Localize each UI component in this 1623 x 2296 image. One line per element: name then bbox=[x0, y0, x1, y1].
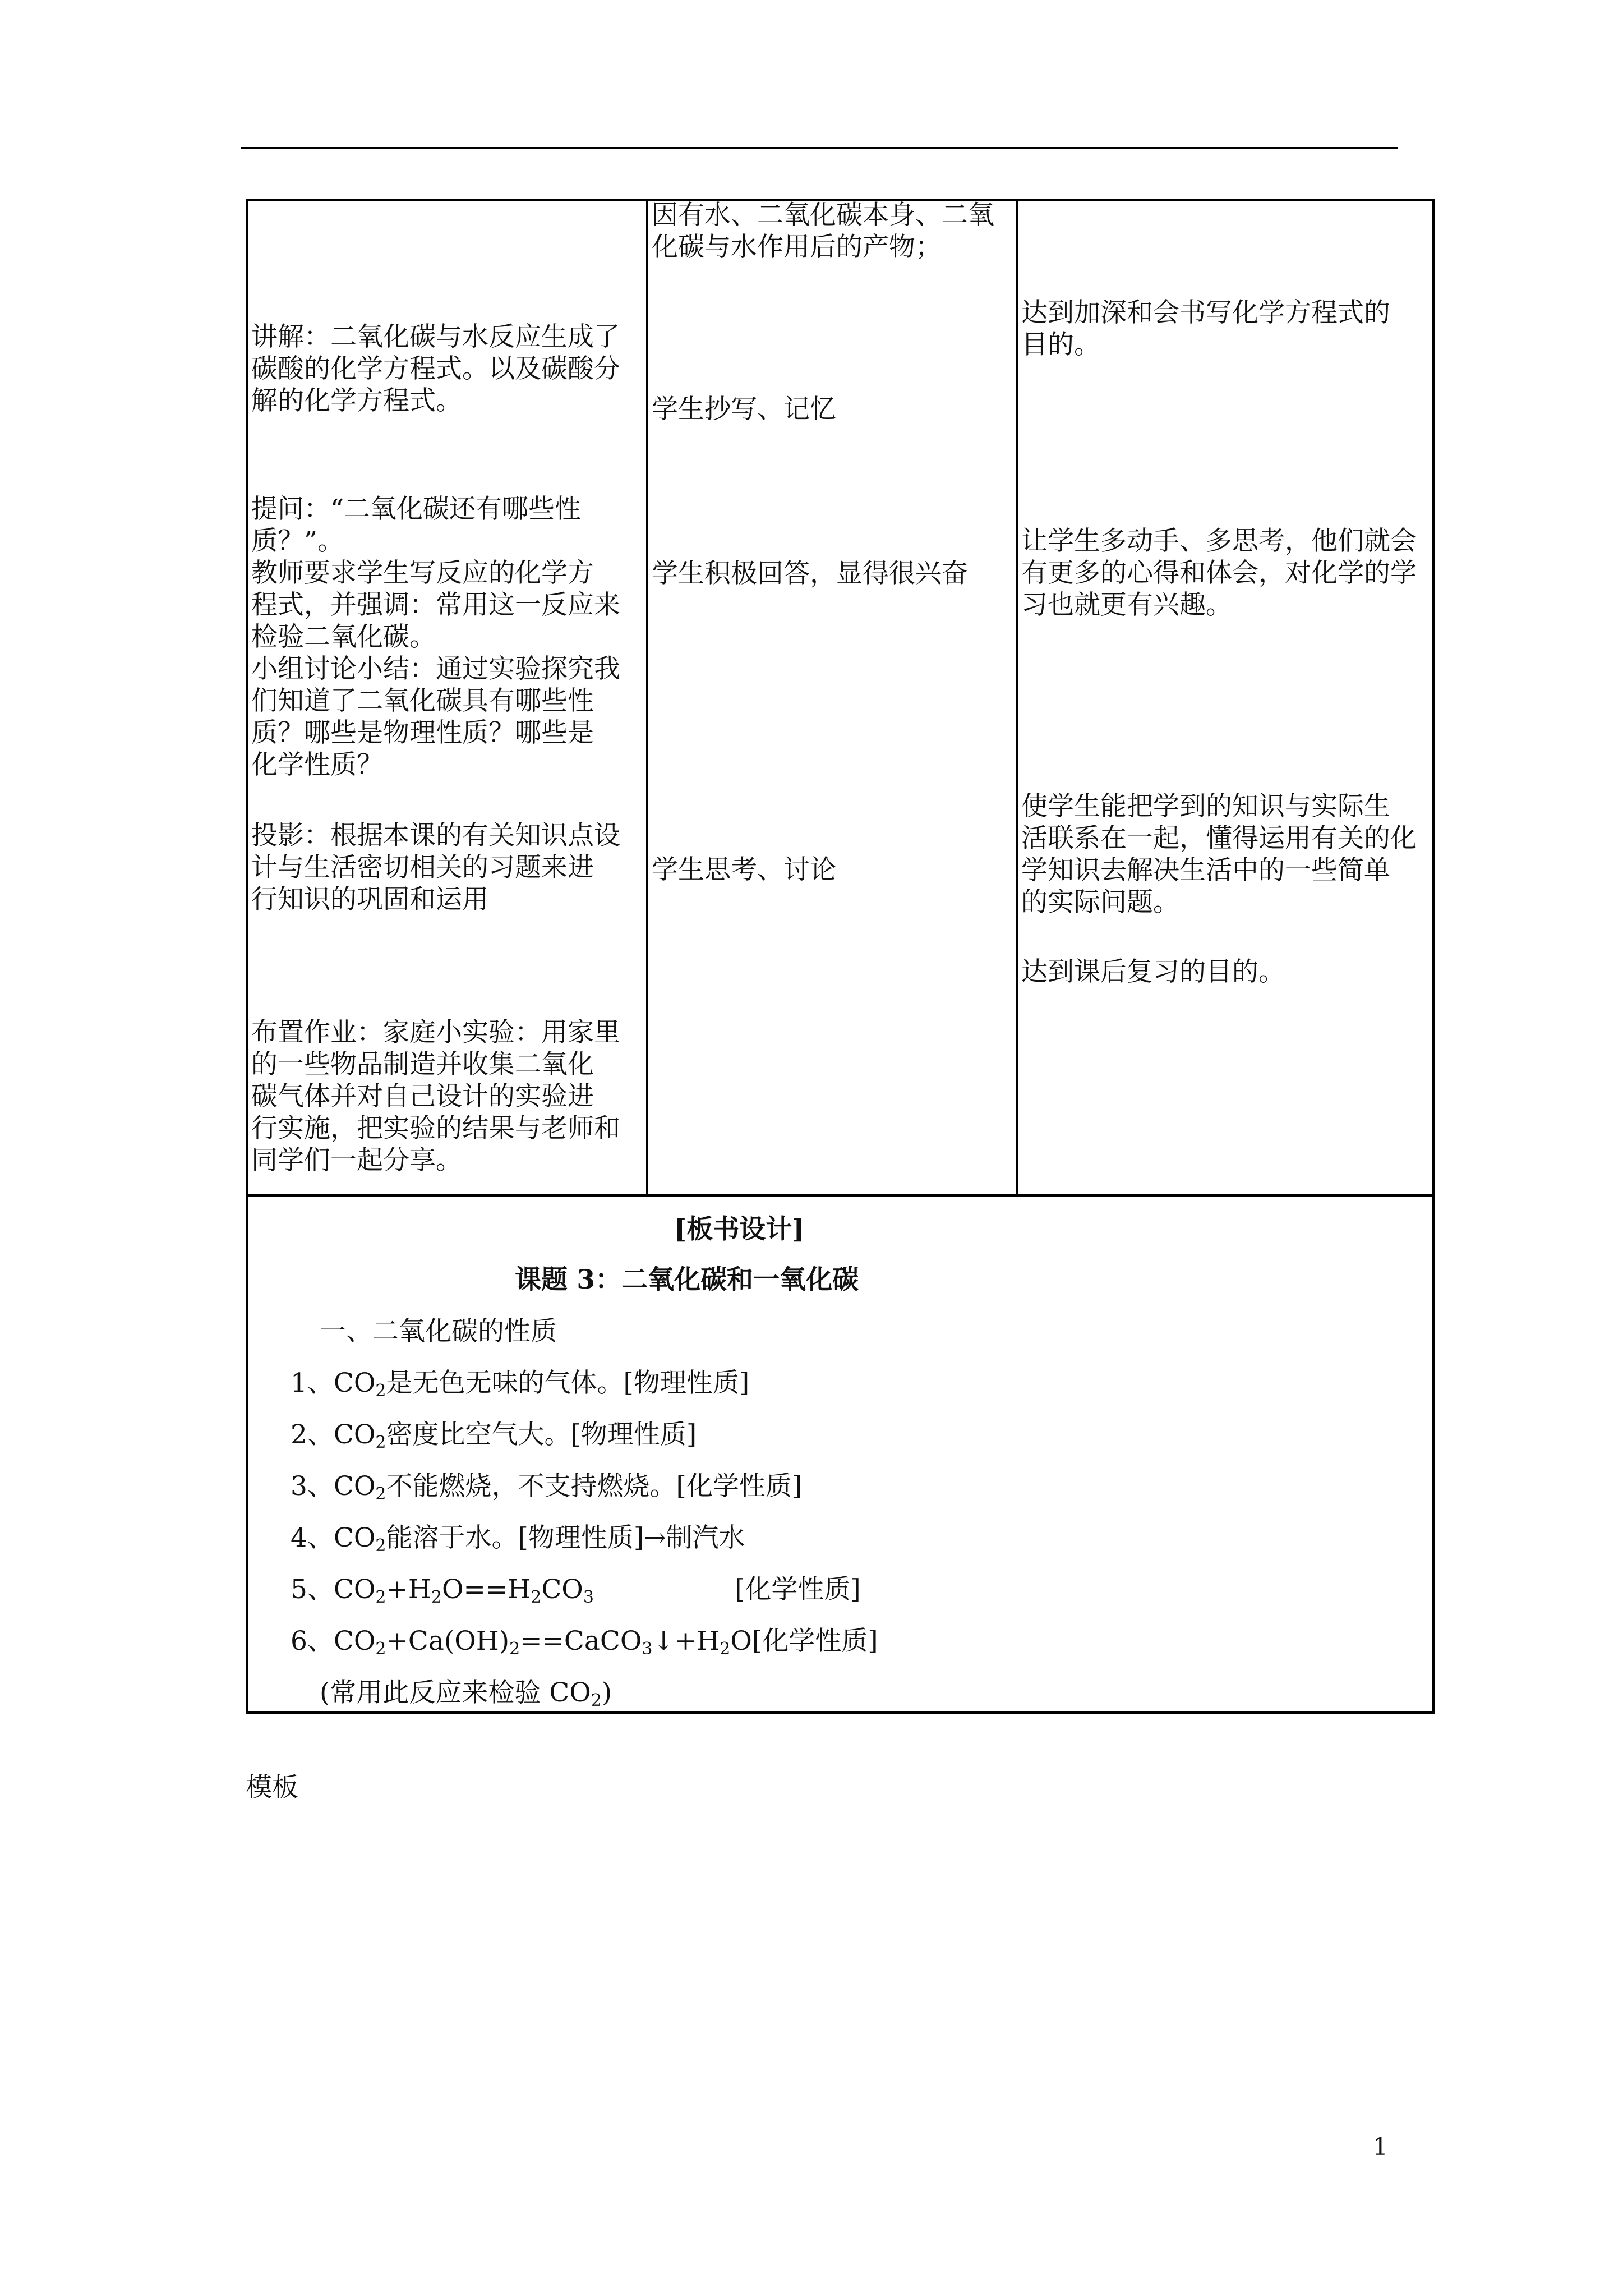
formula-part: ↓+H bbox=[652, 1626, 720, 1657]
goal-text-1: 达到加深和会书写化学方程式的 目的。 bbox=[1021, 297, 1390, 360]
property-item-1 bbox=[291, 1367, 749, 1399]
student-top-text: 因有水、二氧化碳本身、二氧 化碳与水作用后的产物； bbox=[652, 201, 994, 263]
subscript: 2 bbox=[431, 1588, 442, 1607]
goal-text-4: 达到课后复习的目的。 bbox=[1021, 956, 1285, 987]
subscript: 2 bbox=[375, 1484, 386, 1504]
teacher-projection-text: 投影：根据本课的有关知识点设 计与生活密切相关的习题来进 行知识的巩固和运用 bbox=[251, 820, 620, 915]
subscript: 2 bbox=[375, 1639, 386, 1659]
teacher-question-text: 提问：“二氧化碳还有哪些性 质？”。 教师要求学生写反应的化学方 程式，并强调：常用这一反应来 检验二氧化碳。 小组讨论小结：通过实验探究我 们知道了二氧化碳具有哪些性 质？哪些是物理性质？哪些是 化学性质？ bbox=[251, 494, 620, 780]
goal-text-3: 使学生能把学到的知识与实际生 活联系在一起，懂得运用有关的化 学知识去解决生活中的一些简单 的实际问题。 bbox=[1021, 791, 1417, 918]
teacher-activity-column bbox=[248, 201, 648, 1194]
formula-part: O==H bbox=[441, 1574, 531, 1605]
template-label: 模板 bbox=[246, 1772, 298, 1803]
header-rule bbox=[241, 147, 1398, 149]
item-2-formula: 2、CO bbox=[291, 1419, 376, 1450]
design-intent-column bbox=[1018, 201, 1432, 1194]
student-answer-text: 学生积极回答，显得很兴奋 bbox=[652, 558, 968, 589]
teacher-explain-text: 讲解：二氧化碳与水反应生成了 碳酸的化学方程式。以及碳酸分 解的化学方程式。 bbox=[251, 321, 620, 416]
subscript: 2 bbox=[531, 1588, 542, 1607]
property-item-6 bbox=[291, 1625, 878, 1657]
formula-part: 5、CO bbox=[291, 1574, 376, 1605]
formula-part: O[化学性质] bbox=[730, 1626, 878, 1657]
subscript: 2 bbox=[509, 1639, 520, 1659]
subscript: 2 bbox=[375, 1588, 386, 1607]
activity-row bbox=[248, 201, 1432, 1197]
formula-part: 6、CO bbox=[291, 1626, 376, 1657]
subscript: 2 bbox=[375, 1381, 386, 1401]
board-title: 课题 3：二氧化碳和一氧化碳 bbox=[515, 1264, 859, 1295]
subscript: 2 bbox=[375, 1536, 386, 1556]
formula-part: CO bbox=[541, 1574, 583, 1605]
item-4-text: 能溶于水。[物理性质]→制汽水 bbox=[386, 1522, 745, 1553]
item-1-text: 是无色无味的气体。[物理性质] bbox=[386, 1368, 750, 1398]
subscript: 2 bbox=[720, 1639, 731, 1659]
board-design-section bbox=[248, 1197, 1432, 1711]
board-section-title: 一、二氧化碳的性质 bbox=[320, 1316, 557, 1347]
page-number: 1 bbox=[1373, 2133, 1388, 2160]
property-item-5 bbox=[291, 1573, 594, 1605]
item-2-text: 密度比空气大。[物理性质] bbox=[386, 1419, 697, 1450]
item-4-formula: 4、CO bbox=[291, 1522, 376, 1553]
board-note bbox=[320, 1677, 612, 1709]
formula-part: ==CaCO bbox=[520, 1626, 642, 1657]
subscript: 2 bbox=[375, 1433, 386, 1452]
property-item-2 bbox=[291, 1419, 697, 1451]
formula-part: +H bbox=[386, 1574, 431, 1605]
board-heading: [板书设计] bbox=[674, 1214, 805, 1245]
item-3-text: 不能燃烧，不支持燃烧。[化学性质] bbox=[386, 1471, 803, 1502]
property-item-5-tag: [化学性质] bbox=[735, 1574, 861, 1605]
formula-part: +Ca(OH) bbox=[386, 1626, 510, 1657]
student-copy-text: 学生抄写、记忆 bbox=[652, 394, 836, 425]
subscript: 3 bbox=[583, 1588, 594, 1607]
note-text: ) bbox=[601, 1677, 612, 1708]
property-item-4 bbox=[291, 1522, 745, 1554]
goal-text-2: 让学生多动手、多思考，他们就会 有更多的心得和体会，对化学的学 习也就更有兴趣。 bbox=[1021, 526, 1417, 620]
lesson-table bbox=[246, 199, 1435, 1714]
teacher-homework-text: 布置作业：家庭小实验：用家里 的一些物品制造并收集二氧化 碳气体并对自己设计的实验进 行实施，把实验的结果与老师和 同学们一起分享。 bbox=[251, 1017, 620, 1176]
property-item-3 bbox=[291, 1470, 802, 1502]
subscript: 2 bbox=[591, 1691, 602, 1710]
item-1-formula: 1、CO bbox=[291, 1368, 376, 1398]
student-activity-column bbox=[648, 201, 1018, 1194]
note-text: (常用此反应来检验 CO bbox=[320, 1677, 591, 1708]
item-3-formula: 3、CO bbox=[291, 1471, 376, 1502]
student-think-text: 学生思考、讨论 bbox=[652, 854, 836, 885]
subscript: 3 bbox=[642, 1639, 653, 1659]
